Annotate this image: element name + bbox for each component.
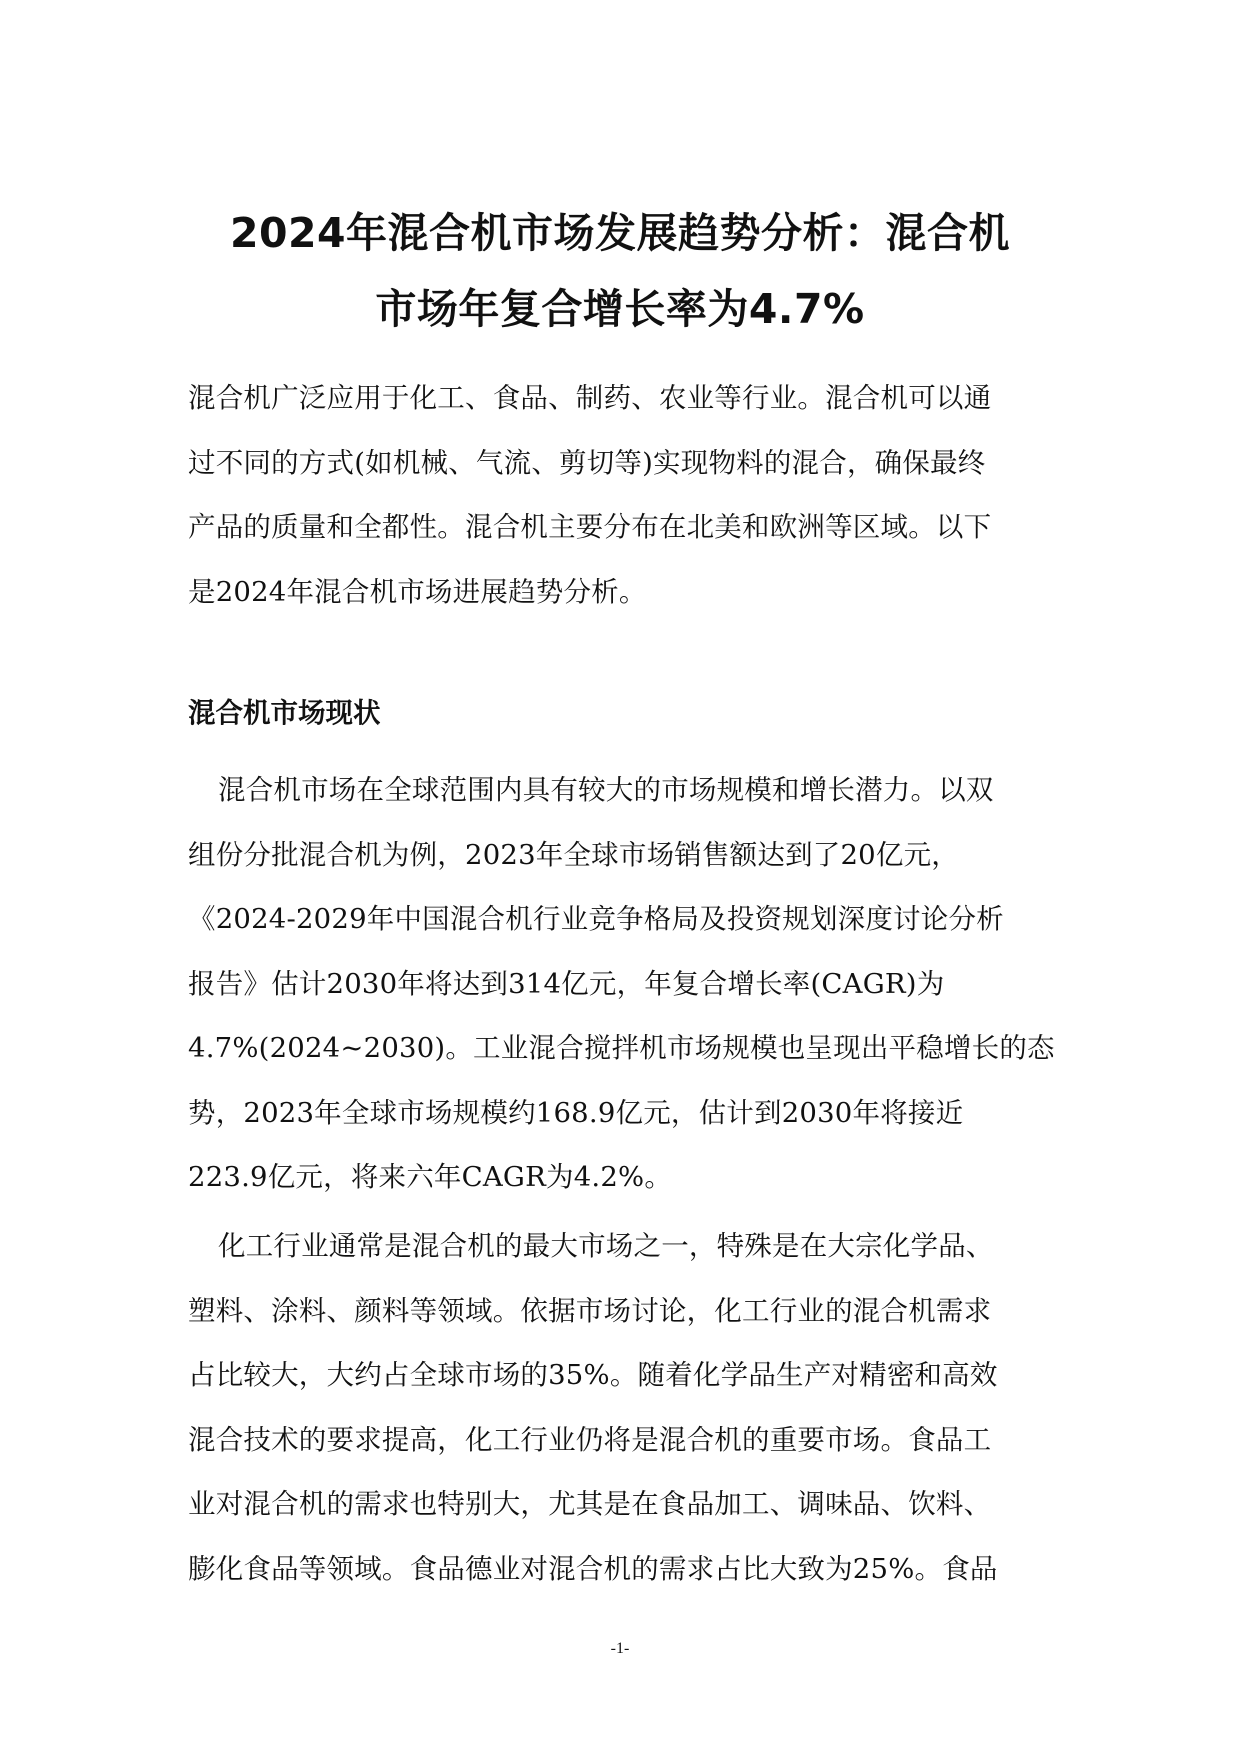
p1-line-3: 《2024-2029年中国混合机行业竞争格局及投资规划深度讨论分析 — [188, 903, 1004, 935]
p2-line-1: 化工行业通常是混合机的最大市场之一，特殊是在大宗化学品、 — [218, 1230, 994, 1262]
p2-line-5: 业对混合机的需求也特别大，尤其是在食品加工、调味品、饮料、 — [188, 1488, 992, 1520]
document-title — [150, 195, 1090, 347]
intro-line-2: 过不同的方式(如机械、气流、剪切等)实现物料的混合，确保最终 — [188, 446, 986, 479]
p2-line-4: 混合技术的要求提高，化工行业仍将是混合机的重要市场。食品工 — [188, 1423, 992, 1456]
p1-line-1: 混合机市场在全球范围内具有较大的市场规模和增长潜力。以双 — [218, 774, 994, 806]
p1-line-4: 报告》估计2030年将达到314亿元，年复合增长率(CAGR)为 — [188, 967, 945, 1000]
intro-line-3: 产品的质量和全都性。混合机主要分布在北美和欧洲等区域。以下 — [188, 511, 992, 543]
title-line-2: 市场年复合增长率为4.7% — [375, 285, 865, 333]
p1-line-2: 组份分批混合机为例，2023年全球市场销售额达到了20亿元， — [188, 838, 959, 871]
page-number: -1- — [610, 1640, 630, 1657]
market-size-paragraph — [188, 758, 1055, 1210]
intro-paragraph — [188, 366, 1050, 624]
intro-line-4: 是2024年混合机市场进展趋势分析。 — [188, 575, 647, 608]
p2-line-2: 塑料、涂料、颜料等领域。依据市场讨论，化工行业的混合机需求 — [188, 1294, 992, 1327]
intro-line-1: 混合机广泛应用于化工、食品、制药、农业等行业。混合机可以通 — [188, 382, 992, 414]
p1-line-6: 势，2023年全球市场规模约168.9亿元，估计到2030年将接近 — [188, 1096, 964, 1129]
title-line-1: 2024年混合机市场发展趋势分析：混合机 — [229, 209, 1011, 257]
p1-line-5: 4.7%(2024~2030)。工业混合搅拌机市场规模也呈现出平稳增长的态 — [188, 1032, 1055, 1064]
p2-line-3: 占比较大，大约占全球市场的35%。随着化学品生产对精密和高效 — [188, 1359, 998, 1391]
p2-line-6: 膨化食品等领域。食品德业对混合机的需求占比大致为25%。食品 — [188, 1552, 998, 1585]
section-heading: 混合机市场现状 — [188, 697, 381, 729]
industry-share-paragraph — [188, 1214, 1050, 1601]
p1-line-7: 223.9亿元，将来六年CAGR为4.2%。 — [188, 1161, 673, 1193]
